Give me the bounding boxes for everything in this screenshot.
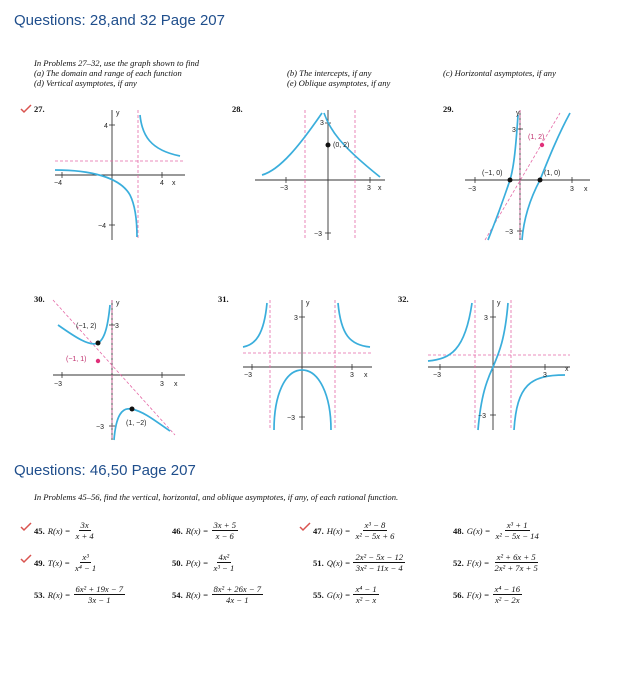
problem-function: R(x) = [47,525,71,536]
problem-item [172,584,263,605]
denominator: x² − 5x + 6 [355,531,395,541]
graph-29-number: 29. [443,104,454,114]
problem-number: 45. [34,525,45,536]
problem-number: 49. [34,557,45,568]
problems-intro: In Problems 45–56, find the vertical, horizontal, and oblique asymptotes, if any, of each rational function. [34,492,399,502]
problem-function: R(x) = [47,589,71,600]
tick-label: 4 [104,123,108,130]
numerator: 2x² − 5x − 12 [355,552,404,562]
problem-fraction [353,584,378,605]
tick-label: 3 [320,120,324,127]
problem-fraction [353,520,396,541]
tick-label: 3 [570,186,574,193]
check-mark-icon [20,522,32,532]
problem-function: P(x) = [185,557,209,568]
intro-line2: (a) The domain and range of each function [34,68,182,78]
tick-label: −3 [468,186,476,193]
tick-label: 3 [543,372,547,379]
tick-label: −3 [478,413,486,420]
problem-item [34,520,96,541]
point-label: (−1, 1) [66,356,87,363]
denominator: x³ − 1 [213,563,235,573]
denominator: 4x − 1 [226,595,249,605]
x-axis-label: x [172,180,176,187]
problem-item [172,520,238,541]
x-axis-label: x [174,381,178,388]
point-label: (−1, 0) [482,170,503,177]
intro-c: (c) Horizontal asymptotes, if any [443,68,556,78]
problem-number: 50. [172,557,183,568]
problem-fraction [74,520,96,541]
problem-fraction [74,584,126,605]
denominator: x² − x [355,595,377,605]
denominator: 3x² − 11x − 4 [355,563,403,573]
problem-number: 51. [313,557,324,568]
problem-function: R(x) = [185,589,209,600]
y-axis-label: y [516,110,520,117]
numerator: 3x [80,520,89,530]
denominator: x² − 5x − 14 [495,531,539,541]
check-mark-icon [20,104,32,114]
tick-label: 3 [160,381,164,388]
problem-function: R(x) = [185,525,209,536]
tick-label: −3 [433,372,441,379]
point-label: (1, −2) [126,420,147,427]
numerator: x³ − 8 [364,520,386,530]
graph-29 [460,105,595,245]
problem-function: H(x) = [326,525,351,536]
graph-27 [50,105,190,245]
intro-b: (b) The intercepts, if any [287,68,372,78]
numerator: 3x + 5 [213,520,237,530]
problem-item [453,520,541,541]
check-mark-icon [20,554,32,564]
x-axis-label: x [584,186,588,193]
problem-function: F(x) = [466,557,490,568]
graph-28 [250,105,390,245]
heading-first: Questions: 28,and 32 Page 207 [14,12,225,29]
graph-31 [240,295,375,435]
numerator: x⁴ − 1 [355,584,377,594]
numerator: 6x² + 19x − 7 [75,584,124,594]
denominator: x − 6 [215,531,234,541]
problem-item [34,552,98,573]
problem-fraction [212,584,264,605]
denominator: 3x − 1 [88,595,111,605]
problem-function: Q(x) = [326,557,351,568]
tick-label: −3 [54,381,62,388]
problem-fraction [493,520,540,541]
y-axis-label: y [116,110,120,117]
numerator: 8x² + 26x − 7 [213,584,262,594]
y-axis-label: y [497,300,501,307]
numerator: x⁴ − 16 [494,584,520,594]
numerator: x³ [82,552,89,562]
problem-number: 53. [34,589,45,600]
graph-32-number: 32. [398,294,409,304]
problem-item [453,552,540,573]
problem-fraction [212,552,237,573]
denominator: x + 4 [75,531,94,541]
tick-label: 3 [367,185,371,192]
tick-label: 3 [115,323,119,330]
tick-label: −3 [314,231,322,238]
tick-label: 3 [294,315,298,322]
graph-31-number: 31. [218,294,229,304]
point-label: (1, 0) [544,170,561,177]
graph-28-number: 28. [232,104,243,114]
problem-function: G(x) = [326,589,351,600]
problem-number: 55. [313,589,324,600]
problem-function: F(x) = [466,589,490,600]
problem-item [313,552,405,573]
tick-label: −3 [244,372,252,379]
problem-fraction [212,520,239,541]
tick-label: −3 [287,415,295,422]
point-label: (0, 2) [333,142,350,149]
denominator: x⁴ − 1 [75,563,97,573]
intro-line1: In Problems 27–32, use the graph shown to find [34,58,200,68]
denominator: x² − 2x [494,595,520,605]
x-axis-label: x [364,372,368,379]
problem-number: 54. [172,589,183,600]
y-axis-label: y [306,300,310,307]
graph-30 [50,295,190,445]
problem-item [172,552,236,573]
tick-label: −3 [505,229,513,236]
point-label: (−1, 2) [76,323,97,330]
intro-e: (e) Oblique asymptotes, if any [287,78,391,88]
problem-function: G(x) = [466,525,491,536]
intro-middle [287,68,390,88]
tick-label: −4 [98,223,106,230]
problem-number: 46. [172,525,183,536]
tick-label: −4 [54,180,62,187]
tick-label: −3 [280,185,288,192]
problem-item [313,584,379,605]
problem-item [34,584,125,605]
problem-item [453,584,522,605]
numerator: x² + 6x + 5 [496,552,536,562]
problem-number: 48. [453,525,464,536]
tick-label: 3 [512,127,516,134]
denominator: 2x² + 7x + 5 [494,563,538,573]
heading-second: Questions: 46,50 Page 207 [14,462,196,479]
problem-function: T(x) = [47,557,71,568]
problem-fraction [493,552,540,573]
problem-fraction [73,552,98,573]
check-mark-icon [299,522,311,532]
graph-27-number: 27. [34,104,45,114]
problem-number: 56. [453,589,464,600]
x-axis-label: x [378,185,382,192]
intro-right [443,68,556,78]
y-axis-label: y [116,300,120,307]
numerator: x³ + 1 [506,520,528,530]
problem-number: 47. [313,525,324,536]
tick-label: −3 [96,424,104,431]
intro-line3: (d) Vertical asymptotes, if any [34,78,137,88]
problem-fraction [353,552,405,573]
graph-32 [425,295,575,435]
point-label: (1, 2) [528,134,545,141]
problem-item [313,520,396,541]
intro-left [34,58,199,88]
tick-label: 3 [484,315,488,322]
numerator: 4x² [218,552,230,562]
tick-label: 3 [350,372,354,379]
x-axis-label: x [565,366,569,373]
tick-label: 4 [160,180,164,187]
problem-fraction [493,584,523,605]
problem-number: 52. [453,557,464,568]
graph-30-number: 30. [34,294,45,304]
